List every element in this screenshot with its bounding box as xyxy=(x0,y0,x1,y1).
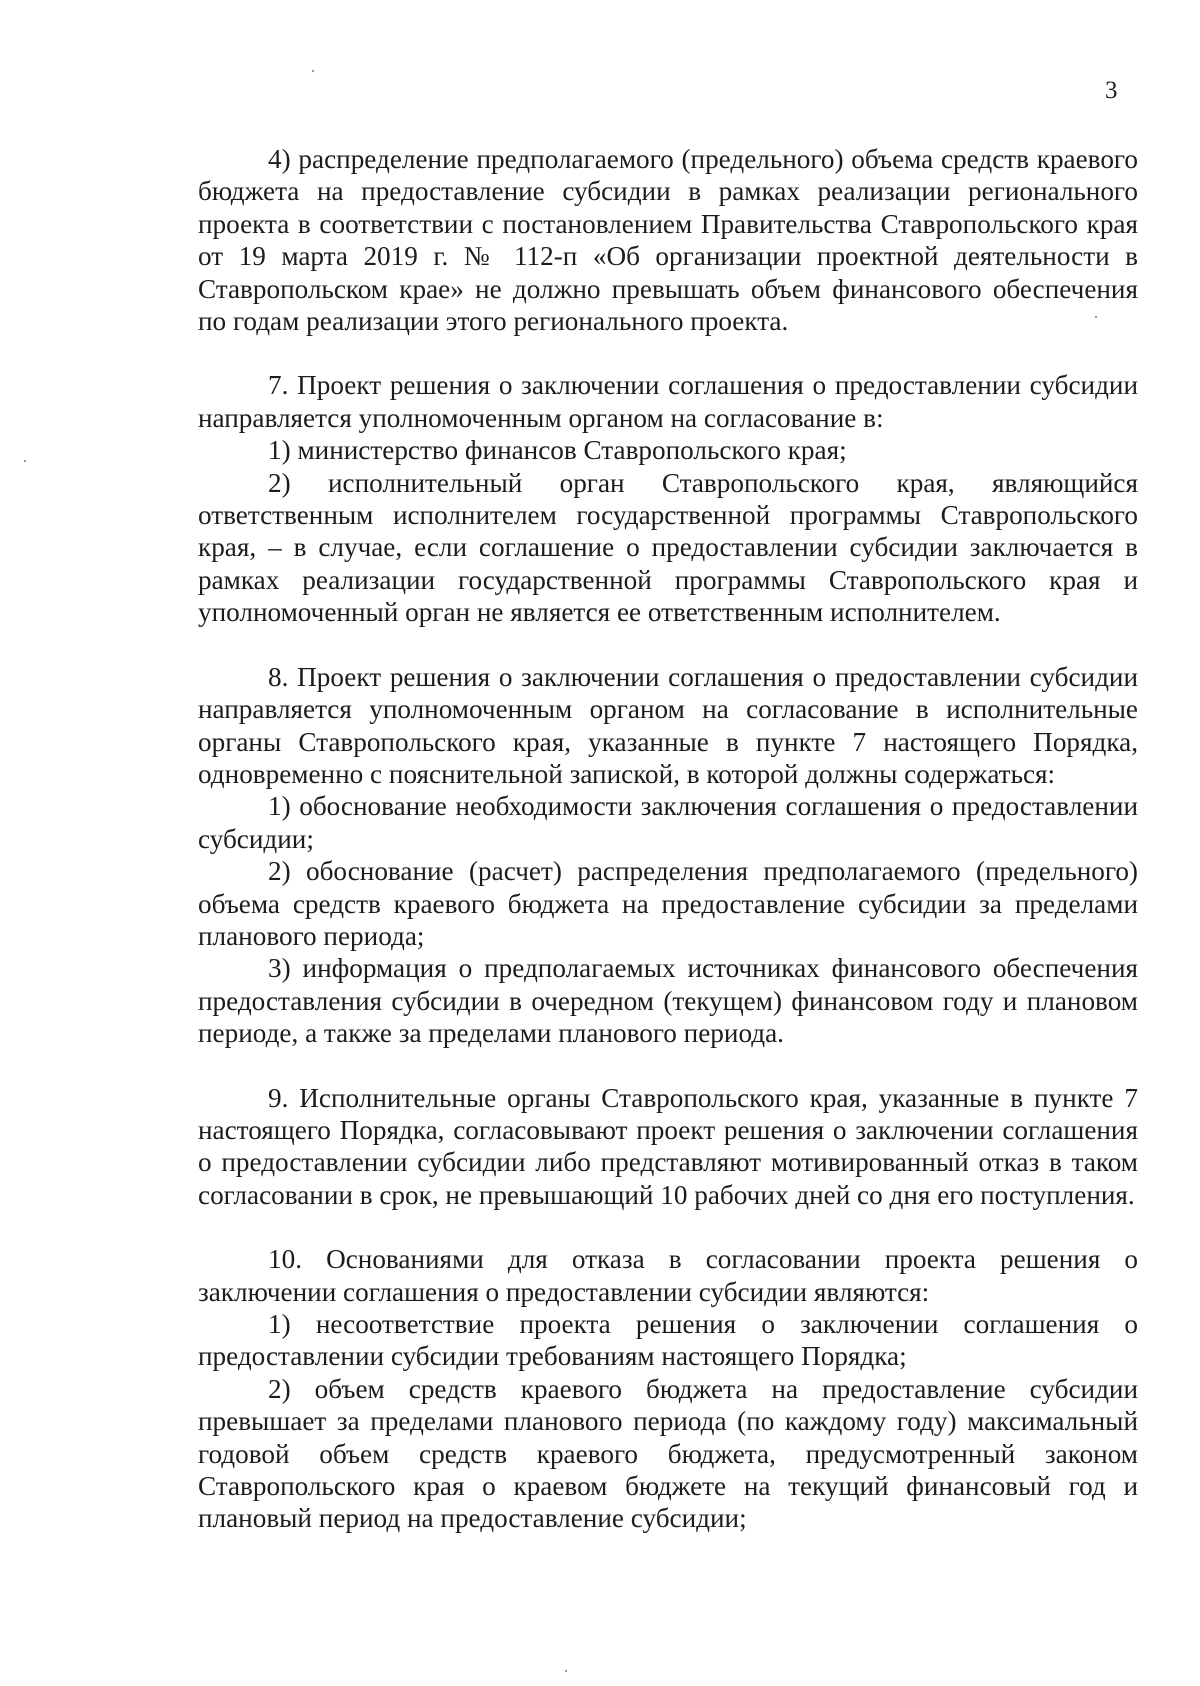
list-item: 3) информация о предполагаемых источниках финансового обеспечения предоставления субсидии в очередном (текущем) финансовом году и плановом периоде, а также за пределами планового периода. xyxy=(198,953,1138,1049)
section-gap xyxy=(198,1050,1138,1082)
list-item: 2) обоснование (расчет) распределения предполагаемого (предельного) объема средств краевого бюджета на предоставление субсидии за пределами планового периода; xyxy=(198,856,1138,951)
section-9 xyxy=(198,1082,1138,1212)
section-8 xyxy=(198,661,1138,1050)
paragraph: 9. Исполнительные органы Ставропольского края, указанные в пункте 7 настоящего Порядка, согласовывают проект решения о заключении соглашения о предоставлении субсидии либо представляют мотивированный отказ в таком согласовании в срок, не превышающий 10 рабочих дней со дня его поступления. xyxy=(198,1082,1138,1210)
section-item-4-continuation xyxy=(198,143,1138,337)
paragraph: 7. Проект решения о заключении соглашения о предоставлении субсидии направляется уполномоченным органом на согласование в: xyxy=(198,370,1138,433)
scan-speck xyxy=(24,460,26,462)
scan-speck xyxy=(312,70,314,72)
section-gap xyxy=(198,1211,1138,1243)
paragraph: 4) распределение предполагаемого (предельного) объема средств краевого бюджета на предоставление субсидии в рамках реализации регионального проекта в соответствии с постановлением Правительства Ставропольского края от 19 марта 2019 г. № 112-п «Об организации проектной деятельности в Ставропольском крае» не должно превышать объем финансового обеспечения по годам реализации этого регионального проекта. xyxy=(198,144,1138,337)
section-gap xyxy=(198,629,1138,661)
scan-speck xyxy=(565,1670,567,1672)
list-item: 1) несоответствие проекта решения о заключении соглашения о предоставлении субсидии требованиям настоящего Порядка; xyxy=(198,1309,1138,1372)
section-gap xyxy=(198,337,1138,369)
paragraph: 10. Основаниями для отказа в согласовании проекта решения о заключении соглашения о предоставлении субсидии являются: xyxy=(198,1244,1138,1307)
page-number: 3 xyxy=(1105,77,1118,104)
section-7 xyxy=(198,369,1138,628)
scan-speck xyxy=(1095,316,1097,318)
list-item: 2) объем средств краевого бюджета на предоставление субсидии превышает за пределами планового периода (по каждому году) максимальный годовой объем средств краевого бюджета, предусмотренный законом Ставропольского края о краевом бюджете на текущий финансовый год и плановый период на предоставление субсидии; xyxy=(198,1373,1138,1534)
document-body xyxy=(198,143,1138,1535)
list-item: 2) исполнительный орган Ставропольского края, являющийся ответственным исполнителем государственной программы Ставропольского края, – в случае, если соглашение о предоставлении субсидии заключается в рамках реализации государственной программы Ставропольского края и уполномоченный орган не является ее ответственным исполнителем. xyxy=(198,467,1138,628)
section-10 xyxy=(198,1243,1138,1535)
list-item: 1) министерство финансов Ставропольского края; xyxy=(268,435,847,466)
paragraph: 8. Проект решения о заключении соглашения о предоставлении субсидии направляется уполномоченным органом на согласование в исполнительные органы Ставропольского края, указанные в пункте 7 настоящего Порядка, одновременно с пояснительной запиской, в которой должны содержаться: xyxy=(198,661,1138,789)
list-item: 1) обоснование необходимости заключения соглашения о предоставлении субсидии; xyxy=(198,791,1138,854)
